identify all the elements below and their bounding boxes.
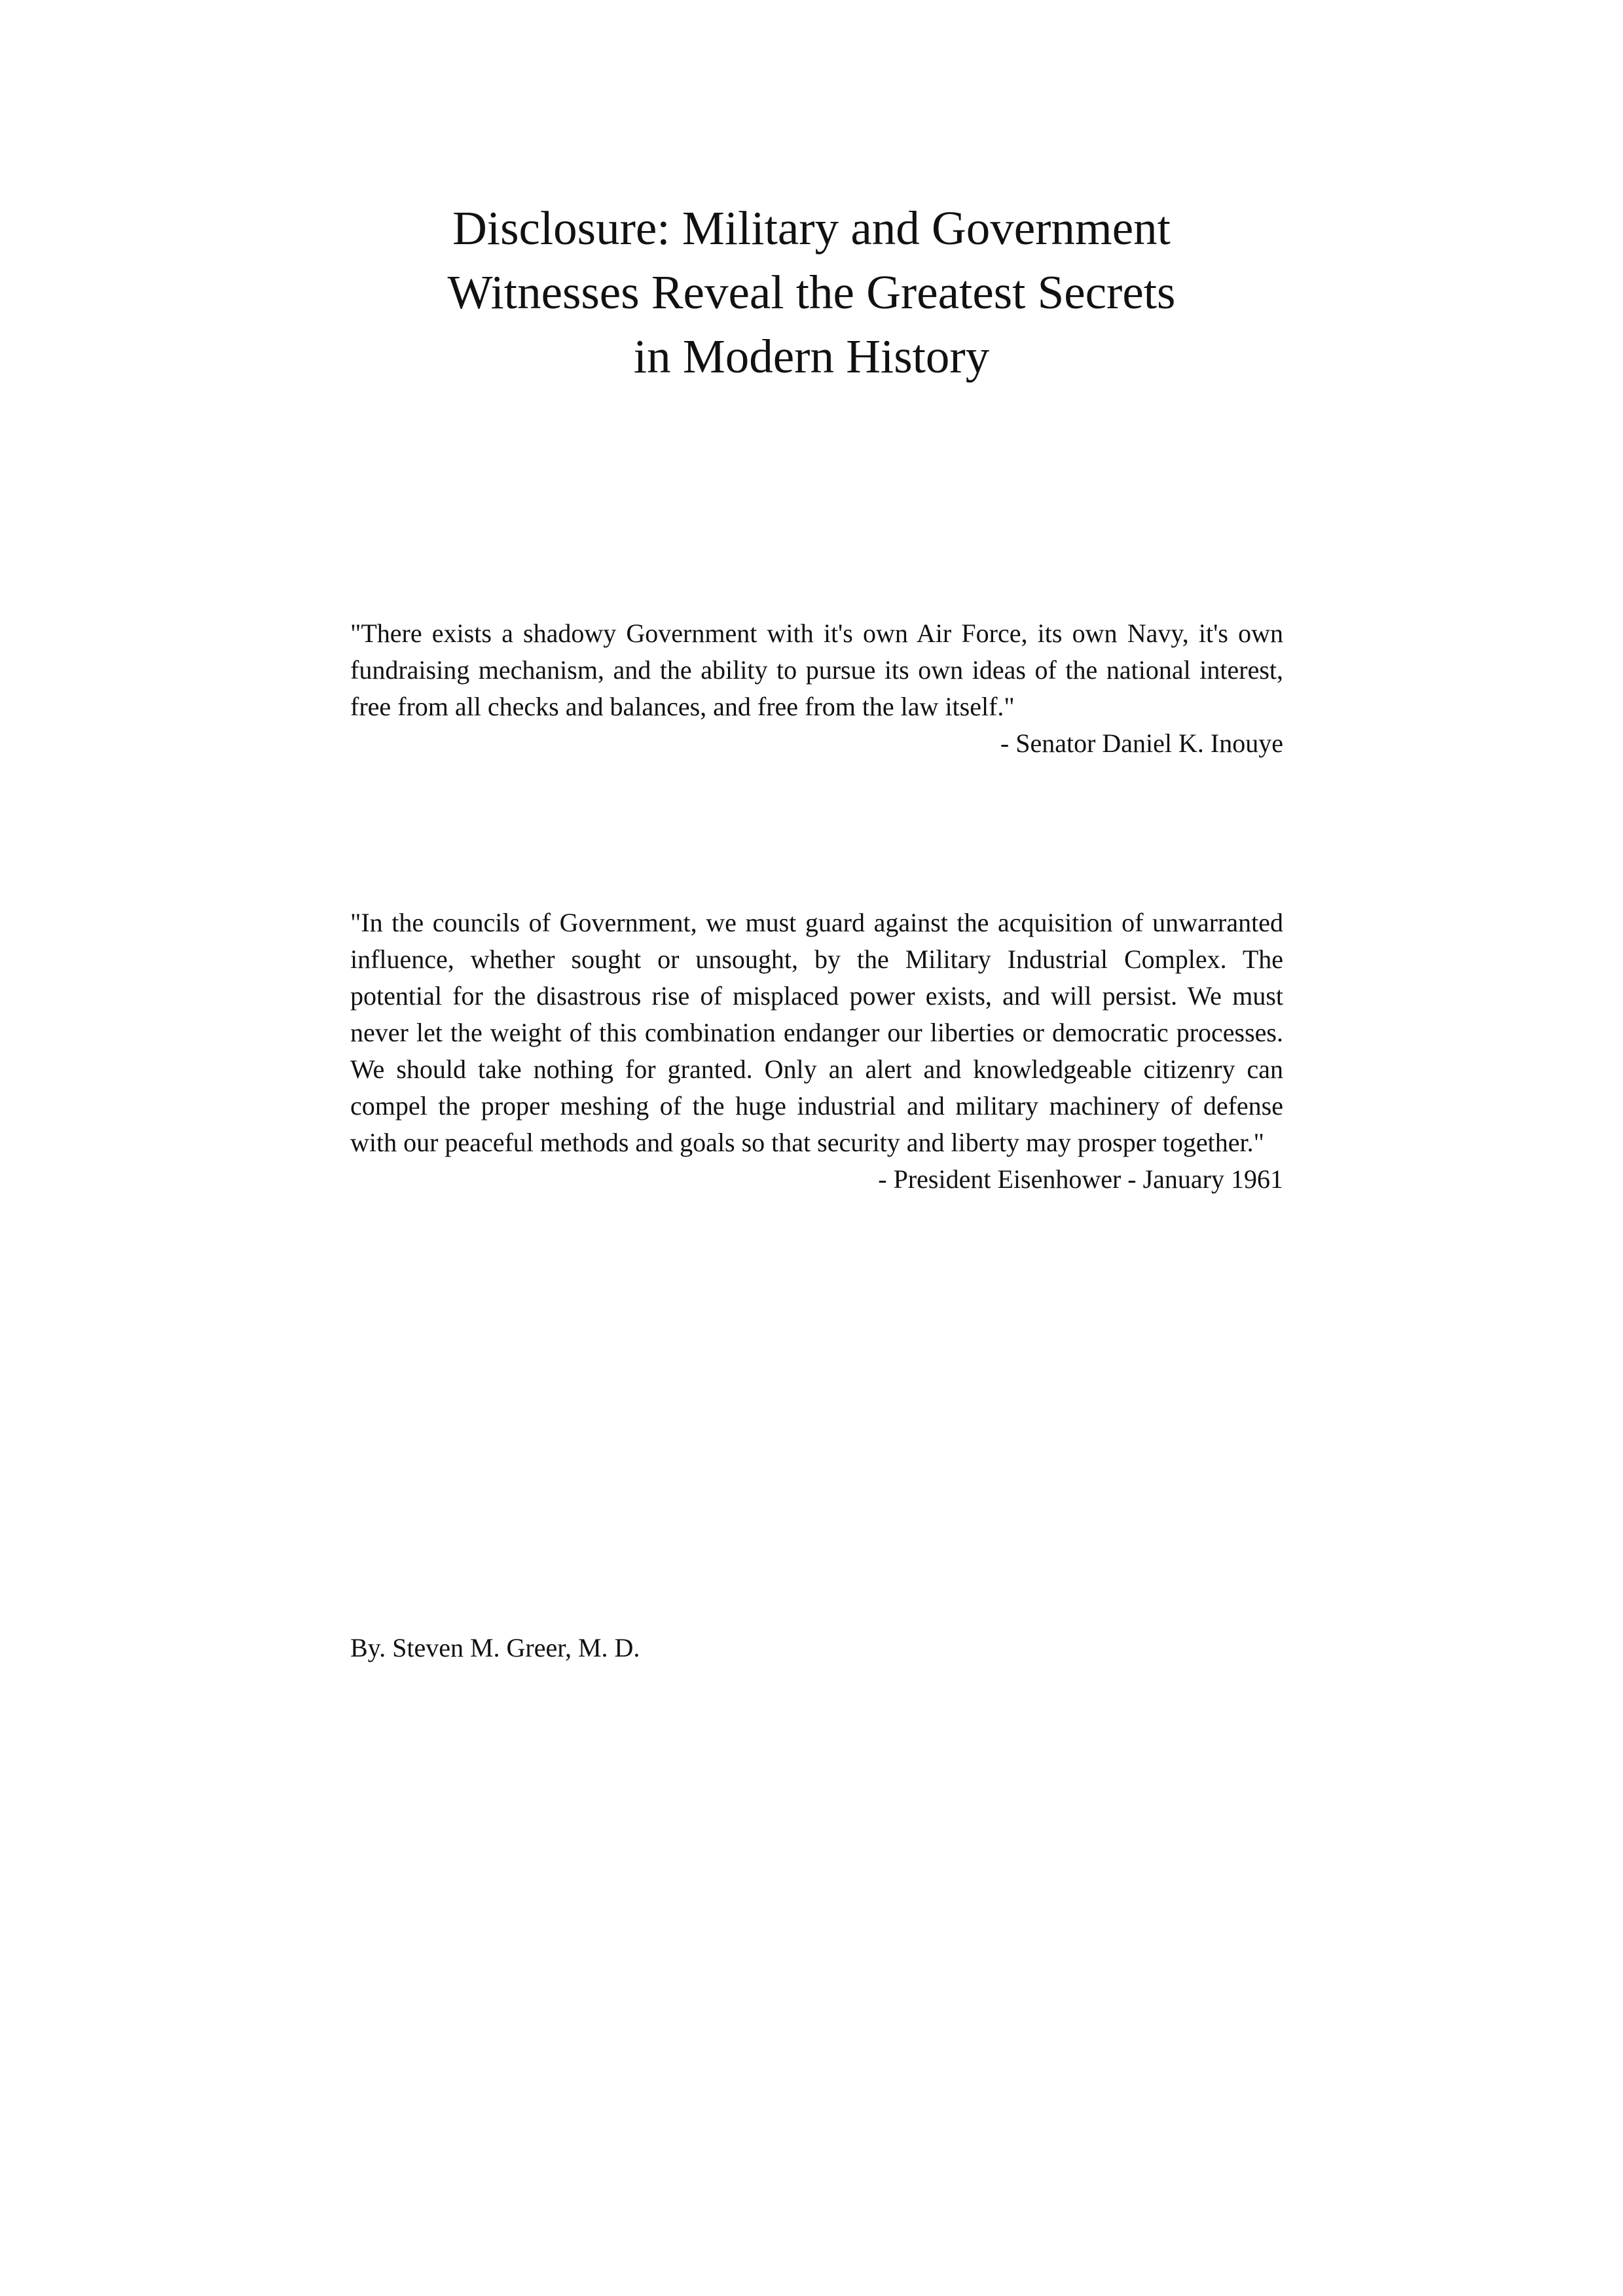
title-line-2: Witnesses Reveal the Greatest Secrets xyxy=(447,266,1176,319)
author-byline: By. Steven M. Greer, M. D. xyxy=(350,1633,640,1662)
quote-attribution: - President Eisenhower - January 1961 xyxy=(878,1164,1283,1194)
page-title xyxy=(0,196,1623,389)
title-line-1: Disclosure: Military and Government xyxy=(452,202,1171,255)
quote-text: "In the councils of Government, we must guard against the acquisition of unwarranted influence, whether sought or unsought, by the Military Industrial Complex. The potential for the disastrous rise of misplaced power exists, and will persist. We must never let the weight of this combination endanger our liberties or democratic processes. We should take nothing for granted. Only an alert and knowledgeable citizenry can compel the proper meshing of the huge industrial and military machinery of defense with our peaceful methods and goals so that security and liberty may prosper together." xyxy=(350,908,1283,1157)
quote-attribution: - Senator Daniel K. Inouye xyxy=(1000,728,1283,758)
quote-text: "There exists a shadowy Government with it's own Air Force, its own Navy, it's own fundraising mechanism, and the ability to pursue its own ideas of the national interest, free from all checks and balances, and free from the law itself." xyxy=(350,619,1283,721)
quote-inouye xyxy=(350,615,1283,762)
title-line-3: in Modern History xyxy=(633,330,990,383)
quote-eisenhower xyxy=(350,905,1283,1198)
